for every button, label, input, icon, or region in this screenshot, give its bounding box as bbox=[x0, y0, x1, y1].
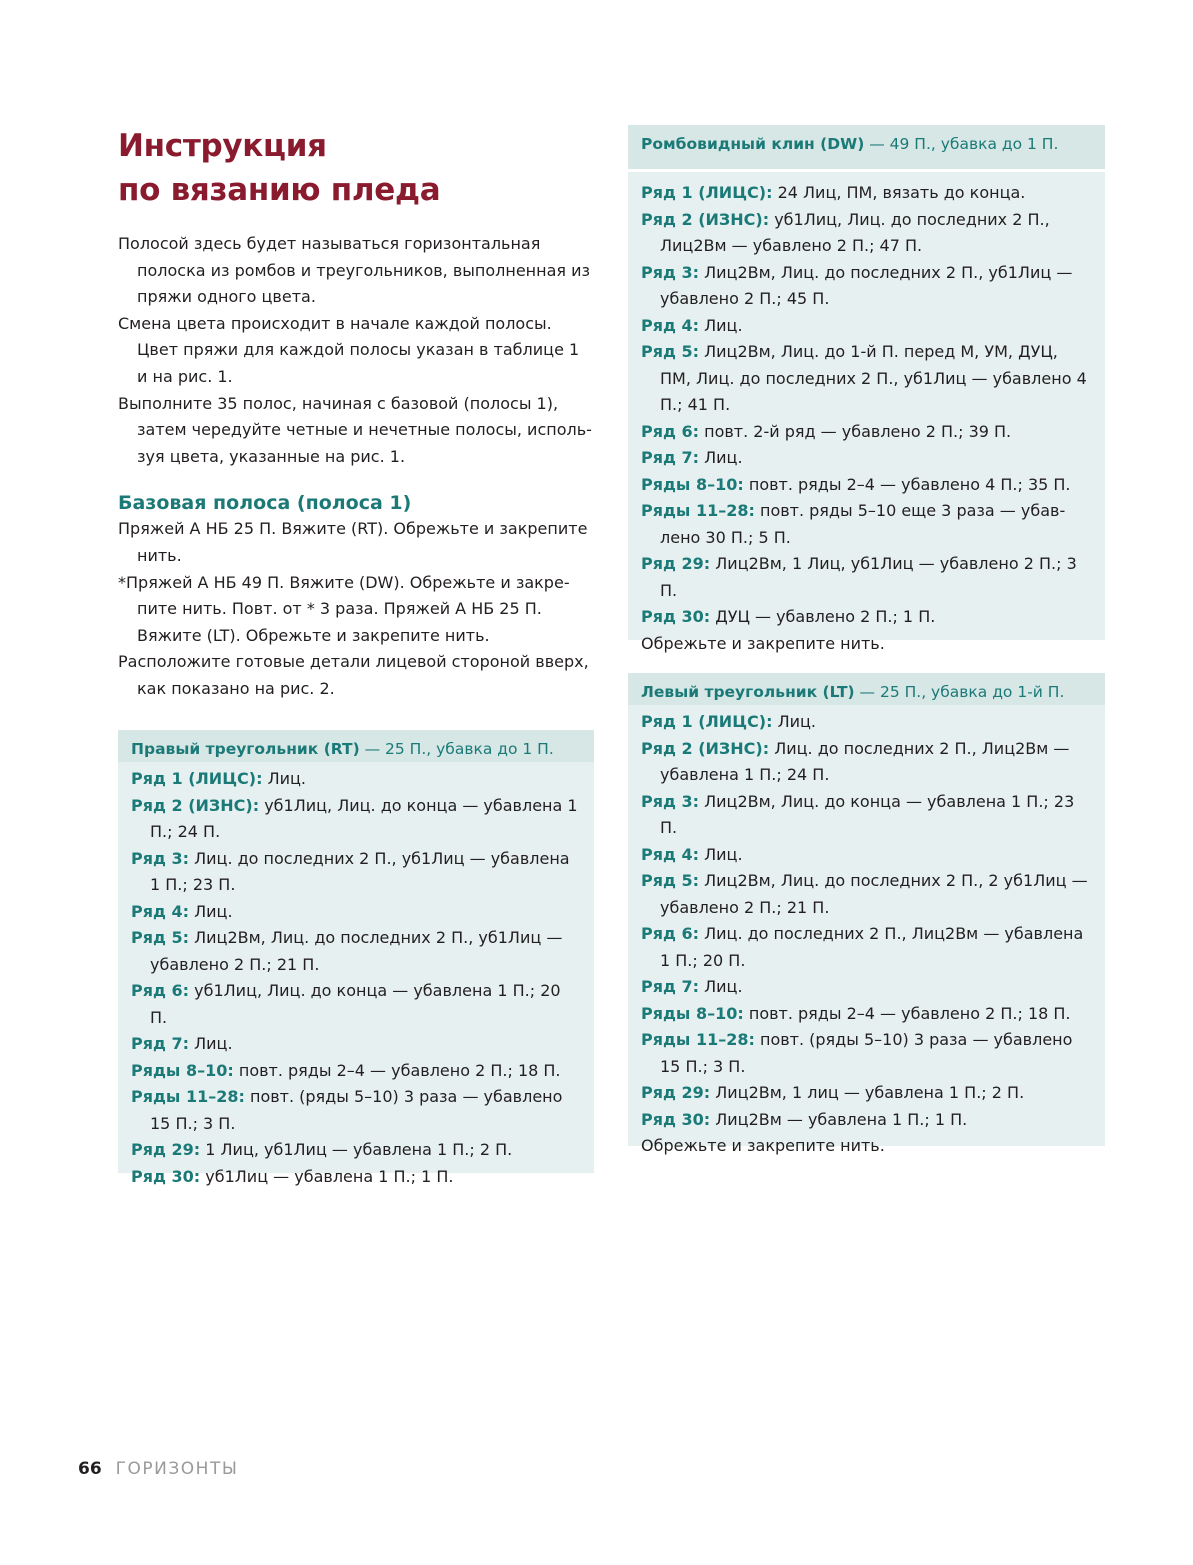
row-text: Лиц. bbox=[699, 977, 743, 996]
instruction-row bbox=[131, 925, 581, 978]
row-text: повт. (ряды 5–10) 3 раза — убавлено 15 П.; 3 П. bbox=[150, 1087, 563, 1133]
base-strip-heading: Базовая полоса (полоса 1) bbox=[118, 492, 412, 515]
row-text: Лиц2Вм, 1 лиц — убавлена 1 П.; 2 П. bbox=[710, 1083, 1025, 1102]
row-label: Ряд 6: bbox=[131, 981, 190, 1000]
row-label: Ряд 5: bbox=[641, 871, 700, 890]
row-label: Ряд 7: bbox=[641, 448, 700, 467]
row-label: Ряд 1 (ЛИЦС): bbox=[641, 712, 773, 731]
row-text: повт. (ряды 5–10) 3 раза — убавлено 15 П.; 3 П. bbox=[660, 1030, 1073, 1076]
row-text: повт. ряды 5–10 еще 3 раза — убавлено 30 П.; 5 П. bbox=[660, 501, 1066, 547]
row-text: уб1Лиц, Лиц. до конца — убавлена 1 П.; 20 П. bbox=[150, 981, 561, 1027]
row-text: уб1Лиц, Лиц. до конца — убавлена 1 П.; 24 П. bbox=[150, 795, 578, 841]
diamond-wedge-rows bbox=[628, 172, 1105, 667]
row-label: Ряд 30: bbox=[131, 1166, 201, 1186]
diamond-wedge-header bbox=[628, 125, 1105, 172]
instruction-row bbox=[641, 842, 1092, 869]
instruction-row bbox=[641, 419, 1092, 446]
instruction-row bbox=[641, 180, 1092, 207]
instruction-row bbox=[641, 472, 1092, 499]
instruction-row bbox=[641, 1001, 1092, 1028]
instruction-row bbox=[131, 1084, 581, 1137]
instruction-row bbox=[641, 921, 1092, 974]
intro-paragraph: Смена цвета происходит в начале каждой полосы. Цвет пряжи для каждой полосы указан в таблице 1 и на рис. 1. bbox=[118, 313, 580, 386]
row-label: Ряды 11–28: bbox=[641, 501, 755, 520]
row-text: повт. ряды 2–4 — убавлено 4 П.; 35 П. bbox=[743, 474, 1071, 494]
instruction-row bbox=[641, 445, 1092, 472]
instruction-row bbox=[131, 1137, 581, 1164]
row-text: уб1Лиц — убавлена 1 П.; 1 П. bbox=[200, 1166, 454, 1186]
instruction-row bbox=[641, 260, 1092, 313]
closing-row: Обрежьте и закрепите нить. bbox=[641, 633, 885, 653]
page-number: 66 bbox=[78, 1459, 102, 1479]
instruction-row bbox=[641, 709, 1092, 736]
row-text: Лиц. bbox=[189, 1034, 233, 1053]
instruction-row bbox=[641, 868, 1092, 921]
row-text: Лиц2Вм, Лиц. до 1-й П. перед М, УМ, ДУЦ, ПМ, Лиц. до последних 2 П., уб1Лиц — убавлено 4 П.; 41 П. bbox=[660, 342, 1087, 414]
row-label: Ряд 2 (ИЗНС): bbox=[641, 738, 770, 758]
row-text: повт. 2-й ряд — убавлено 2 П.; 39 П. bbox=[699, 421, 1012, 441]
row-text: Лиц. до последних 2 П., Лиц2Вм — убавлена 1 П.; 24 П. bbox=[660, 738, 1070, 784]
intro-paragraph: Полосой здесь будет называться горизонтальная полоска из ромбов и треугольников, выполненная из пряжи одного цвета. bbox=[118, 234, 591, 307]
row-label: Ряд 30: bbox=[641, 607, 711, 626]
row-label: Ряд 4: bbox=[641, 315, 700, 335]
box-summary: — 49 П., убавка до 1 П. bbox=[864, 135, 1059, 153]
row-text: Лиц. bbox=[699, 315, 743, 335]
row-text: повт. ряды 2–4 — убавлено 2 П.; 18 П. bbox=[743, 1003, 1071, 1023]
row-text: Лиц. bbox=[189, 901, 233, 921]
row-label: Ряд 29: bbox=[641, 554, 711, 573]
row-text: Лиц2Вм, Лиц. до последних 2 П., уб1Лиц — убавлено 2 П.; 21 П. bbox=[150, 928, 563, 974]
row-label: Ряд 7: bbox=[641, 977, 700, 996]
row-text: Лиц2Вм, 1 Лиц, уб1Лиц — убавлено 2 П.; 3 П. bbox=[660, 554, 1077, 600]
row-label: Ряды 8–10: bbox=[131, 1060, 234, 1080]
page-footer bbox=[78, 1457, 238, 1481]
page-title bbox=[118, 124, 578, 212]
row-label: Ряд 30: bbox=[641, 1109, 711, 1129]
page-title-line1: Инструкция bbox=[118, 128, 327, 164]
instruction-row bbox=[131, 846, 581, 899]
left-triangle-header bbox=[628, 673, 1105, 705]
row-text: Лиц2Вм — убавлена 1 П.; 1 П. bbox=[710, 1109, 968, 1129]
instruction-row bbox=[641, 313, 1092, 340]
instruction-row bbox=[641, 498, 1092, 551]
instruction-row bbox=[131, 1031, 581, 1058]
row-text: повт. ряды 2–4 — убавлено 2 П.; 18 П. bbox=[233, 1060, 561, 1080]
instruction-row bbox=[131, 899, 581, 926]
instruction-row bbox=[641, 207, 1092, 260]
base-strip-paragraph: *Пряжей А НБ 49 П. Вяжите (DW). Обрежьте и закрепите нить. Повт. от * 3 раза. Пряжей А НБ 25 П. Вяжите (LT). Обрежьте и закрепите нить. bbox=[118, 572, 570, 645]
row-label: Ряд 2 (ИЗНС): bbox=[131, 795, 260, 815]
row-label: Ряд 4: bbox=[641, 844, 700, 864]
instruction-row bbox=[641, 736, 1092, 789]
intro-paragraph: Выполните 35 полос, начиная с базовой (полосы 1), затем чередуйте четные и нечетные полосы, используя цвета, указанные на рис. 1. bbox=[118, 393, 592, 466]
box-summary: — 25 П., убавка до 1 П. bbox=[359, 740, 554, 758]
instruction-row bbox=[131, 978, 581, 1031]
base-strip-paragraph: Расположите готовые детали лицевой стороной вверх, как показано на рис. 2. bbox=[118, 652, 589, 698]
instruction-row bbox=[131, 1164, 581, 1191]
instruction-row bbox=[641, 339, 1092, 419]
row-label: Ряд 1 (ЛИЦС): bbox=[641, 183, 773, 202]
row-label: Ряд 7: bbox=[131, 1034, 190, 1053]
instruction-row bbox=[131, 793, 581, 846]
box-title: Правый треугольник (RT) bbox=[131, 740, 360, 758]
row-label: Ряд 4: bbox=[131, 901, 190, 921]
instruction-row bbox=[641, 974, 1092, 1001]
row-label: Ряды 8–10: bbox=[641, 1003, 744, 1023]
closing-row: Обрежьте и закрепите нить. bbox=[641, 1136, 885, 1155]
box-summary: — 25 П., убавка до 1-й П. bbox=[854, 683, 1065, 701]
row-label: Ряд 3: bbox=[641, 791, 700, 811]
row-label: Ряд 1 (ЛИЦС): bbox=[131, 769, 263, 788]
base-strip-paragraph: Пряжей А НБ 25 П. Вяжите (RT). Обрежьте и закрепите нить. bbox=[118, 519, 588, 565]
left-triangle-rows bbox=[628, 705, 1105, 1170]
row-text: Лиц. bbox=[699, 448, 743, 467]
row-text: Лиц. до последних 2 П., уб1Лиц — убавлена 1 П.; 23 П. bbox=[150, 848, 570, 894]
row-label: Ряд 5: bbox=[131, 928, 190, 947]
row-text: ДУЦ — убавлено 2 П.; 1 П. bbox=[710, 607, 936, 626]
row-text: 24 Лиц, ПМ, вязать до конца. bbox=[772, 183, 1026, 202]
row-label: Ряд 6: bbox=[641, 924, 700, 943]
row-label: Ряд 2 (ИЗНС): bbox=[641, 209, 770, 229]
left-column bbox=[118, 231, 594, 703]
instruction-row bbox=[641, 604, 1092, 631]
row-label: Ряд 5: bbox=[641, 342, 700, 361]
right-triangle-rows bbox=[118, 762, 594, 1200]
right-triangle-header bbox=[118, 730, 594, 762]
row-label: Ряд 29: bbox=[641, 1083, 711, 1102]
box-title: Левый треугольник (LT) bbox=[641, 683, 855, 701]
left-triangle-box bbox=[628, 673, 1105, 1155]
row-label: Ряды 11–28: bbox=[641, 1030, 755, 1049]
instruction-row bbox=[131, 1058, 581, 1085]
row-text: Лиц. bbox=[699, 844, 743, 864]
row-text: Лиц2Вм, Лиц. до последних 2 П., уб1Лиц — убавлено 2 П.; 45 П. bbox=[660, 262, 1073, 308]
row-label: Ряд 3: bbox=[641, 262, 700, 282]
row-label: Ряд 3: bbox=[131, 848, 190, 868]
instruction-row bbox=[641, 1027, 1092, 1080]
instruction-row bbox=[641, 551, 1092, 604]
right-triangle-box bbox=[118, 730, 594, 1186]
instruction-row bbox=[641, 1080, 1092, 1107]
box-title: Ромбовидный клин (DW) bbox=[641, 135, 865, 153]
row-text: Лиц2Вм, Лиц. до конца — убавлена 1 П.; 23 П. bbox=[660, 791, 1075, 837]
instruction-row bbox=[131, 766, 581, 793]
page-title-line2: по вязанию пледа bbox=[118, 172, 441, 208]
row-text: уб1Лиц, Лиц. до последних 2 П., Лиц2Вм — убавлено 2 П.; 47 П. bbox=[660, 209, 1050, 255]
instruction-row bbox=[641, 789, 1092, 842]
row-text: 1 Лиц, уб1Лиц — убавлена 1 П.; 2 П. bbox=[200, 1140, 513, 1159]
row-text: Лиц2Вм, Лиц. до последних 2 П., 2 уб1Лиц — убавлено 2 П.; 21 П. bbox=[660, 871, 1088, 917]
row-text: Лиц. bbox=[262, 769, 306, 788]
instruction-row bbox=[641, 1107, 1092, 1134]
section-name: ГОРИЗОНТЫ bbox=[115, 1459, 239, 1479]
row-label: Ряд 6: bbox=[641, 421, 700, 441]
row-label: Ряд 29: bbox=[131, 1140, 201, 1159]
row-label: Ряды 11–28: bbox=[131, 1087, 245, 1106]
row-text: Лиц. до последних 2 П., Лиц2Вм — убавлена 1 П.; 20 П. bbox=[660, 924, 1084, 970]
row-label: Ряды 8–10: bbox=[641, 474, 744, 494]
diamond-wedge-box bbox=[628, 125, 1105, 653]
row-text: Лиц. bbox=[772, 712, 816, 731]
